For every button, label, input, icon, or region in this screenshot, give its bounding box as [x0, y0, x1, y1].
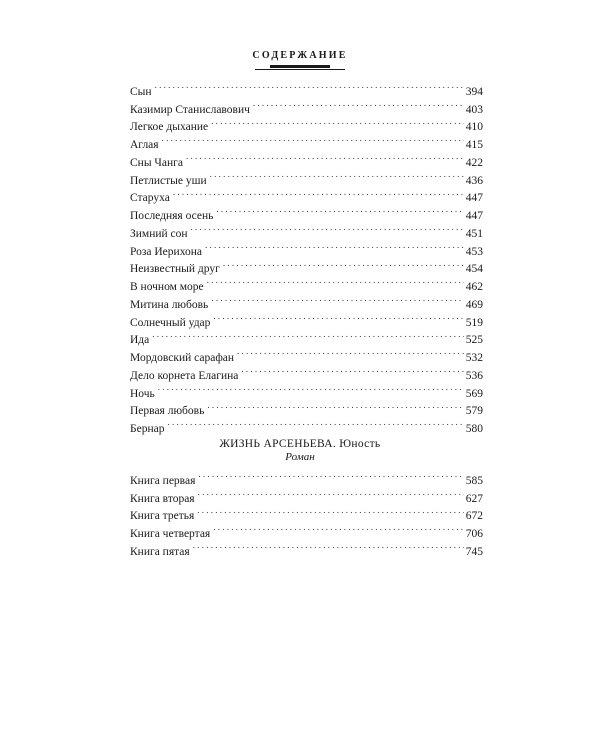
toc-entry-page: 469 — [465, 298, 483, 311]
books-list — [130, 466, 483, 558]
toc-entry-title: Казимир Станиславович — [130, 103, 250, 116]
toc-entry-page: 451 — [465, 227, 483, 240]
dot-leader — [173, 184, 464, 202]
dot-leader — [211, 290, 463, 308]
toc-entry-title: Сын — [130, 85, 152, 98]
toc-entry — [130, 343, 483, 364]
page-header — [0, 45, 600, 63]
toc-entry-page: 585 — [465, 474, 483, 487]
dot-leader — [152, 326, 463, 344]
dot-leader — [253, 95, 464, 113]
toc-entry-title: В ночном море — [130, 281, 204, 293]
toc-entry-title: Книга пятая — [130, 545, 190, 558]
dot-leader — [207, 397, 463, 415]
dot-leader — [167, 414, 463, 432]
toc-entry — [130, 148, 483, 169]
toc-entry — [130, 414, 483, 435]
dot-leader — [162, 130, 464, 148]
toc-entry-title: Легкое дыхание — [130, 121, 209, 134]
toc-entry-title: Зимний сон — [130, 227, 188, 240]
toc-entry-page: 453 — [465, 245, 483, 258]
toc-entry-page: 447 — [465, 210, 483, 222]
toc-entry-title: Ида — [130, 334, 150, 347]
toc-entry-title: Солнечный удар — [130, 316, 211, 329]
toc-entry — [130, 95, 483, 116]
toc-entry-title: Неизвестный друг — [130, 263, 220, 276]
dot-leader — [198, 484, 464, 502]
toc-entry — [130, 201, 483, 222]
toc-entry-page: 672 — [465, 510, 483, 523]
toc-entry-page: 462 — [465, 281, 483, 293]
section-subtitle: Роман — [285, 451, 315, 463]
toc-entry-page: 519 — [465, 316, 483, 329]
dot-leader — [158, 379, 464, 397]
toc-entry-page: 403 — [465, 103, 483, 116]
toc-entry-title: Сны Чанга — [130, 156, 183, 169]
toc-entry-page: 532 — [465, 352, 483, 364]
dot-leader — [155, 77, 464, 95]
dot-leader — [241, 361, 463, 379]
toc-entry-page: 436 — [465, 174, 483, 187]
dot-leader — [223, 255, 464, 273]
dot-leader — [205, 237, 464, 255]
section-title: ЖИЗНЬ АРСЕНЬЕВА. Юность — [219, 438, 381, 450]
toc-entry-title: Книга первая — [130, 474, 196, 487]
toc-entry-title: Старуха — [130, 192, 170, 205]
toc-entry — [130, 397, 483, 418]
toc-entry-page: 422 — [465, 156, 483, 169]
dot-leader — [193, 537, 464, 555]
toc-entry-title: Мордовский сарафан — [130, 352, 235, 364]
toc-entry-page: 627 — [465, 492, 483, 505]
toc-entry-title: Книга вторая — [130, 492, 195, 505]
toc-entry-page: 580 — [465, 423, 483, 435]
dot-leader — [191, 219, 464, 237]
header-rule-thin — [255, 69, 345, 70]
dot-leader — [213, 519, 464, 537]
toc-entry-page: 454 — [465, 263, 483, 276]
dot-leader — [198, 466, 463, 484]
toc-entry-page: 579 — [465, 405, 483, 418]
dot-leader — [197, 502, 463, 520]
toc-entry-title: Бернар — [130, 423, 165, 435]
toc-entry-page: 706 — [465, 528, 483, 540]
dot-leader — [207, 272, 464, 290]
toc-entry — [130, 184, 483, 205]
toc-entry-page: 536 — [465, 369, 483, 382]
toc-entry-title: Ночь — [130, 387, 155, 400]
toc-entry-title: Первая любовь — [130, 405, 205, 418]
toc-entry-title: Книга третья — [130, 510, 195, 523]
dot-leader — [213, 308, 463, 326]
toc-entry-page: 415 — [465, 139, 483, 151]
dot-leader — [211, 113, 464, 131]
toc-entry-page: 410 — [465, 121, 483, 134]
toc-entry-title: Дело корнета Елагина — [130, 369, 239, 382]
toc-entry — [130, 326, 483, 347]
toc-entry — [130, 466, 483, 487]
dot-leader — [186, 148, 464, 166]
dot-leader — [237, 343, 464, 361]
section-heading — [0, 438, 600, 463]
toc-entry-title: Петлистые уши — [130, 174, 207, 187]
dot-leader — [210, 166, 464, 184]
toc-entry — [130, 77, 483, 98]
page-title: СОДЕРЖАНИЕ — [252, 50, 348, 61]
toc-entry-page: 394 — [465, 85, 483, 98]
toc-entry-page: 525 — [465, 334, 483, 347]
toc-entry-page: 745 — [465, 545, 483, 558]
toc-entry — [130, 130, 483, 151]
contents-list — [130, 77, 483, 435]
toc-entry-title: Последняя осень — [130, 210, 214, 222]
toc-entry-title: Аглая — [130, 139, 159, 151]
toc-entry — [130, 379, 483, 400]
toc-entry-page: 447 — [465, 192, 483, 205]
dot-leader — [216, 201, 463, 219]
toc-entry-title: Роза Иерихона — [130, 245, 203, 258]
toc-entry-page: 569 — [465, 387, 483, 400]
toc-entry-title: Книга четвертая — [130, 528, 211, 540]
toc-entry-title: Митина любовь — [130, 298, 209, 311]
header-rule-thick — [270, 65, 330, 68]
